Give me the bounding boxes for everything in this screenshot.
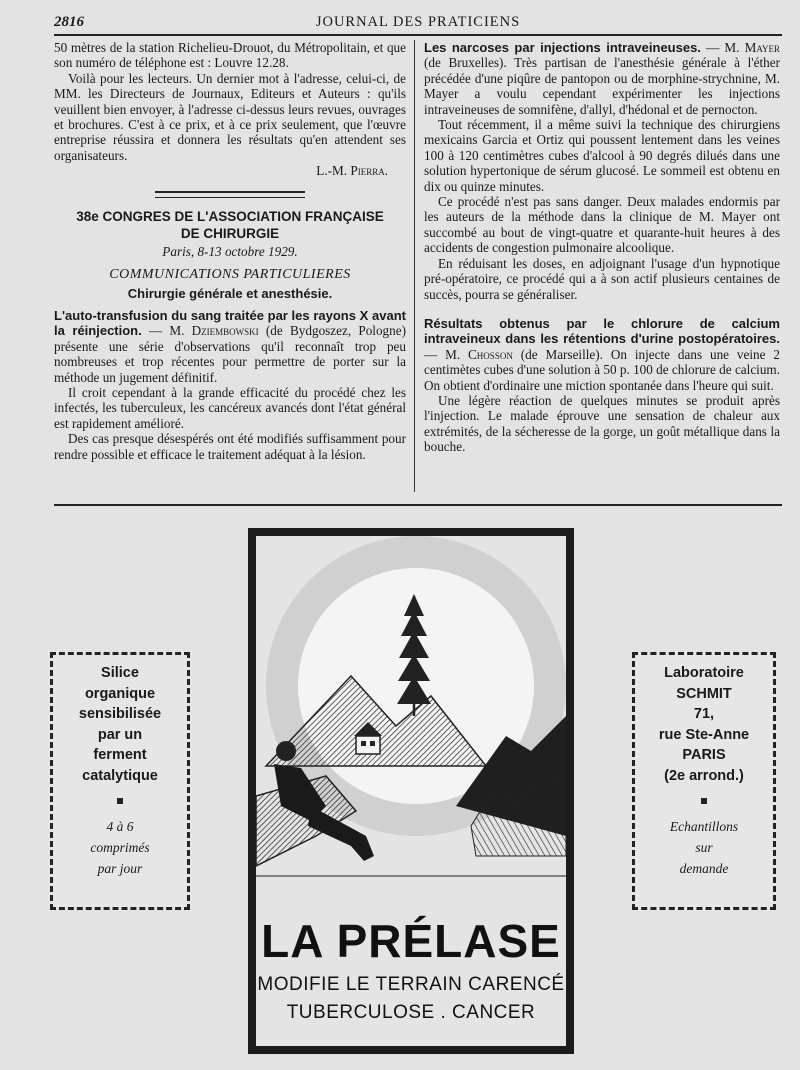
ad-right-line: 71,: [693, 706, 715, 722]
man-head-shape: [276, 741, 296, 761]
bullet-square-icon: [701, 798, 707, 804]
item-author: Dziembowski: [191, 323, 259, 339]
ad-right-box: [632, 652, 776, 910]
article-item: [54, 308, 406, 385]
ad-right-line: PARIS: [682, 747, 726, 763]
subsection-title: Chirurgie générale et anesthésie.: [127, 286, 333, 302]
paragraph: 50 mètres de la station Richelieu-Drouot, du Métropolitain, et que son numéro de téléphone est : Louvre 12.28.: [54, 40, 406, 71]
item-author: Chosson: [468, 346, 513, 362]
ad-right-line: rue Ste-Anne: [658, 726, 750, 743]
item-author: Mayer: [744, 40, 780, 55]
double-rule-divider: [155, 191, 305, 198]
paragraph: Ce procédé n'est pas sans danger. Deux malades endormis par les auteurs de la méthode dans la clinique de M. Mayer ont succombé au bout de vingt-quatre et quarante-huit heures à des accidents de congestion pulmonaire alcoolique.: [424, 194, 780, 256]
item-dash: — M.: [424, 346, 469, 362]
article-item: [424, 40, 780, 117]
article-item: [424, 316, 780, 393]
item-title: Les narcoses par injections intraveineuses.: [424, 40, 701, 55]
ad-left-box: [50, 652, 190, 910]
chalet-window-shape: [361, 741, 366, 746]
mountain-scene-illustration: [256, 536, 566, 906]
ad-note-line: sur: [695, 840, 713, 855]
right-column: [424, 40, 780, 455]
item-title: Résultats obtenus par le chlorure de calcium intraveineux dans les rétentions d'urine postopératoires.: [424, 315, 780, 347]
poster-frame: [256, 536, 566, 1046]
paragraph: En réduisant les doses, en adjoignant l'usage d'un hypnotique pré-opératoire, ce procédé qui a à son actif plusieurs centaines de succès, pourra se généraliser.: [424, 255, 780, 302]
left-column: [54, 40, 406, 462]
congress-heading-line: DE CHIRURGIE: [180, 225, 280, 241]
ad-right-line: (2e arrond.): [664, 767, 744, 784]
ad-left-line: catalytique: [82, 767, 158, 784]
ad-right-line: Laboratoire: [664, 665, 744, 681]
item-text: (de Bruxelles). Très partisan de l'anesthésie générale à l'éther précédée d'une piqûre de pantopon ou de morphine-strychnine, M. Mayer a voulu cependant expérimenter les injections intraveineuses de somnifène, d'allyl, d'hédonal et de pernocton.: [424, 55, 780, 117]
chalet-window-shape: [370, 741, 375, 746]
item-text: (de Marseille). On injecte dans une veine 2 centimètes cubes d'une solution à 50 p. 100 de chlorure de calcium. On obtient d'ordinaire une miction spontanée dans l'heure qui suit.: [424, 346, 780, 393]
page-number: 2816: [54, 14, 84, 30]
ad-left-line: Silice: [101, 665, 139, 681]
ad-left-line: sensibilisée: [78, 706, 162, 722]
author-signature: L.-M. Pierra.: [316, 163, 388, 179]
item-title: L'auto-transfusion du sang traitée par les rayons X avant la réinjection.: [54, 307, 406, 339]
page-header: [54, 12, 782, 36]
paragraph: Une légère réaction de quelques minutes se produit après l'injection. Le malade éprouve une sensation de chaleur aux extrémités, de la sécheresse de la gorge, un goût métallique dans la bouche.: [424, 392, 780, 455]
chalet-wall-shape: [356, 736, 380, 754]
congress-heading-line: 38e CONGRES DE L'ASSOCIATION FRANÇAISE: [76, 208, 384, 224]
paragraph: Il croit cependant à la grande efficacité du procédé chez les infectés, les tuberculeux, les cancéreux avancés dont l'état général est rapidement amélioré.: [54, 384, 406, 431]
ad-note-line: Echantillons: [669, 819, 739, 834]
ad-left-line: par un: [97, 726, 143, 743]
paragraph: Des cas presque désespérés ont été modifiés suffisamment pour rendre possible et efficace le traitement adéquat à la lésion.: [54, 431, 406, 462]
item-dash: — M.: [141, 323, 192, 339]
bullet-square-icon: [117, 798, 123, 804]
ad-right-line: SCHMIT: [676, 685, 732, 702]
ad-dose-line: par jour: [97, 861, 143, 876]
spacer: [424, 302, 780, 316]
column-divider: [414, 40, 415, 492]
section-title: COMMUNICATIONS PARTICULIERES: [109, 267, 351, 283]
congress-place-date: Paris, 8-13 octobre 1929.: [162, 243, 298, 259]
ad-poster: [248, 528, 574, 1054]
paragraph: Voilà pour les lecteurs. Un dernier mot à l'adresse, celui-ci, de MM. les Directeurs de Journaux, Editeurs et Auteurs : qu'ils veuillent bien envoyer, à l'adresse ci-dessus leurs revues, ouvrages et brochures. C'est à ce prix, et à ce prix seulement, que l'œuvre entreprise réussira et donnera les résultats qu'en attendent ses organisateurs.: [54, 70, 406, 163]
item-text: (de Bydgoszez, Pologne) présente une série d'observations qu'il reconnaît trop peu nombreuses et trop récentes pour permettre de porter sur la méthode un jugement définitif.: [54, 323, 406, 385]
ad-note-line: demande: [679, 861, 729, 876]
ad-dose-line: comprimés: [90, 840, 150, 855]
ad-dose-line: 4 à 6: [106, 819, 134, 834]
journal-title: JOURNAL DES PRATICIENS: [315, 14, 521, 30]
ad-left-line: organique: [84, 685, 156, 702]
paragraph: Tout récemment, il a même suivi la technique des chirurgiens mexicains Garcia et Ortiz qui poussent lentement dans les veines 100 à 120 centimètres cubes d'alcool à 90 degrés dilués dans une solution hypertonique de sérum glucosé. Le sommeil est obtenu en dix ou quinze minutes.: [424, 117, 780, 194]
poster-tagline: MODIFIE LE TERRAIN CARENCÉ: [257, 974, 565, 995]
advertisement-divider: [54, 504, 782, 506]
congress-heading: [54, 208, 406, 242]
ad-left-line: ferment: [93, 747, 147, 763]
brand-name: LA PRÉLASE: [261, 915, 561, 967]
item-dash: — M.: [700, 40, 745, 55]
poster-tagline: TUBERCULOSE . CANCER: [286, 1002, 536, 1023]
